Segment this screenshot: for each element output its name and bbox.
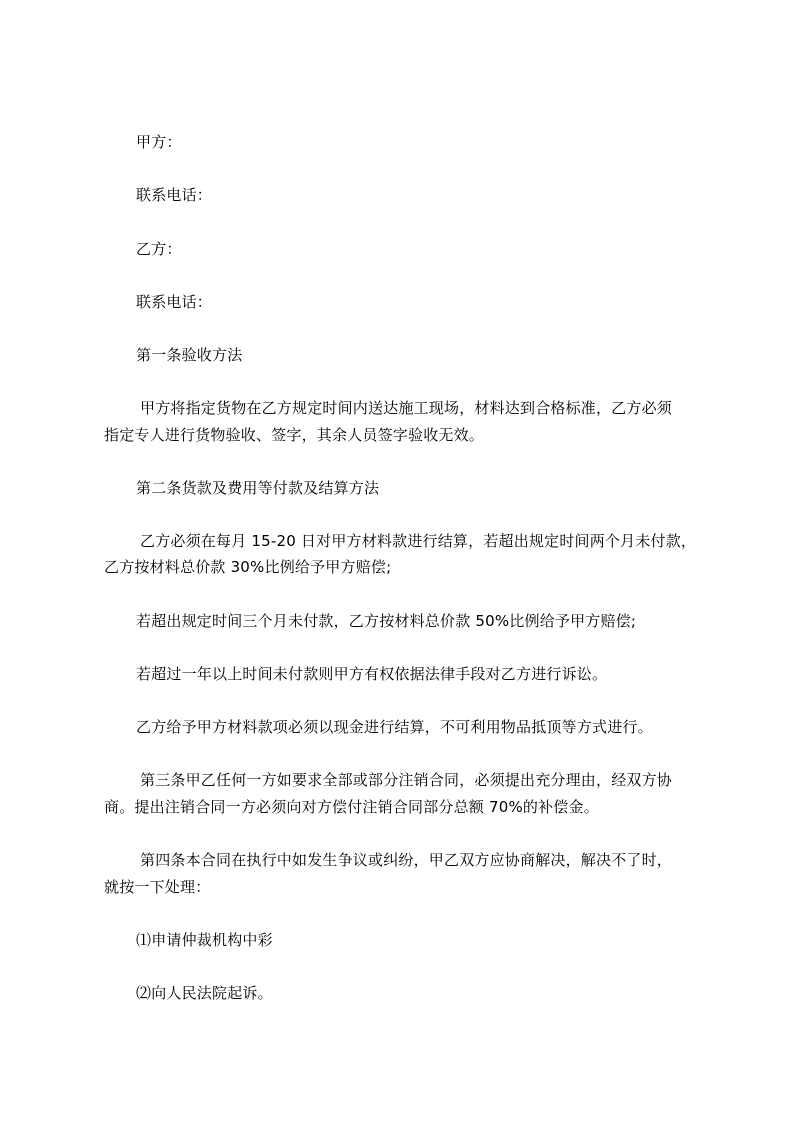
party-b-phone-label: 联系电话： <box>136 293 213 311</box>
party-a-label: 甲方： <box>136 133 182 151</box>
party-a-phone-label: 联系电话： <box>136 186 213 204</box>
article4-item2: ⑵向人民法院起诉。 <box>136 984 273 1002</box>
article1-para-line2: 指定专人进行货物验收、签字，其余人员签字验收无效。 <box>104 426 485 444</box>
article2-para1-line1: 乙方必须在每月 15-20 日对甲方材料款进行结算，若超出规定时间两个月未付款， <box>140 532 697 550</box>
article2-title: 第二条货款及费用等付款及结算方法 <box>136 479 380 497</box>
article4-line1: 第四条本合同在执行中如发生争议或纠纷，甲乙双方应协商解决，解决不了时， <box>140 851 673 869</box>
article2-para2: 若超出规定时间三个月未付款，乙方按材料总价款 50%比例给予甲方赔偿; <box>136 612 637 630</box>
article4-item1: ⑴申请仲裁机构中彩 <box>136 931 273 949</box>
article2-para1-line2: 乙方按材料总价款 30%比例给予甲方赔偿; <box>104 558 392 576</box>
article3-line1: 第三条甲乙任何一方如要求全部或部分注销合同，必须提出充分理由，经双方协 <box>140 771 673 789</box>
party-b-label: 乙方： <box>136 240 182 258</box>
article2-para3: 若超过一年以上时间未付款则甲方有权依据法律手段对乙方进行诉讼。 <box>136 665 608 683</box>
article3-line2: 商。提出注销合同一方必须向对方偿付注销合同部分总额 70%的补偿金。 <box>104 798 599 816</box>
article4-line2: 就按一下处理： <box>104 878 211 896</box>
article1-title: 第一条验收方法 <box>136 346 243 364</box>
article1-para-line1: 甲方将指定货物在乙方规定时间内送达施工现场，材料达到合格标准，乙方必须 <box>140 399 673 417</box>
article2-para4: 乙方给予甲方材料款项必须以现金进行结算，不可利用物品抵顶等方式进行。 <box>136 718 653 736</box>
